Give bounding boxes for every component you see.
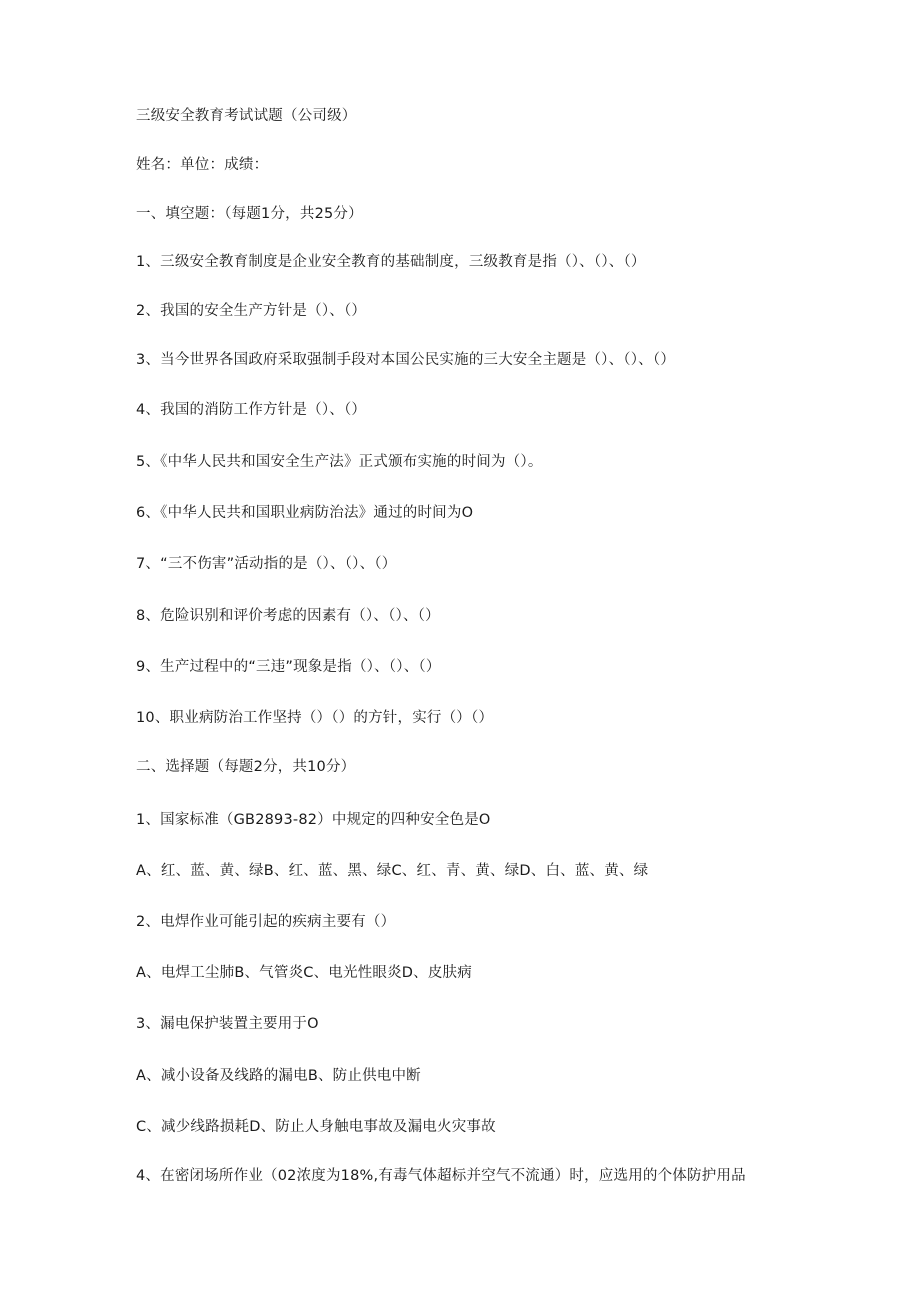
section-heading-fill: 一、填空题：（每题1分，共25分） [136, 206, 363, 222]
fill-question: 3、当今世界各国政府采取强制手段对本国公民实施的三大安全主题是（）、（）、（） [136, 352, 676, 368]
choice-options: A、红、蓝、黄、绿B、红、蓝、黑、绿C、红、青、黄、绿D、白、蓝、黄、绿 [136, 863, 649, 879]
fill-question: 9、生产过程中的“三违”现象是指（）、（）、（） [136, 659, 441, 675]
fill-question: 5、《中华人民共和国安全生产法》正式颁布实施的时间为（）。 [136, 454, 543, 470]
fill-question: 4、我国的消防工作方针是（）、（） [136, 402, 367, 418]
choice-question: 4、在密闭场所作业（02浓度为18%,有毒气体超标并空气不流通）时，应选用的个体防护用品 [136, 1168, 746, 1184]
fill-question: 7、“三不伤害”活动指的是（）、（）、（） [136, 556, 397, 572]
section-heading-choice: 二、选择题（每题2分，共10分） [136, 759, 356, 775]
choice-options: C、减少线路损耗D、防止人身触电事故及漏电火灾事故 [136, 1119, 496, 1135]
choice-question: 3、漏电保护装置主要用于O [136, 1016, 319, 1032]
choice-options: A、电焊工尘肺B、气管炎C、电光性眼炎D、皮肤病 [136, 965, 472, 981]
choice-question: 1、国家标准（GB2893-82）中规定的四种安全色是O [136, 812, 491, 828]
fill-question: 1、三级安全教育制度是企业安全教育的基础制度，三级教育是指（）、（）、（） [136, 254, 646, 270]
choice-question: 2、电焊作业可能引起的疾病主要有（） [136, 914, 396, 930]
fill-question: 8、危险识别和评价考虑的因素有（）、（）、（） [136, 608, 440, 624]
info-line: 姓名：单位：成绩： [136, 157, 269, 173]
fill-question: 10、职业病防治工作坚持（）（）的方针，实行（）（） [136, 710, 494, 726]
choice-options: A、减小设备及线路的漏电B、防止供电中断 [136, 1068, 421, 1084]
fill-question: 2、我国的安全生产方针是（）、（） [136, 303, 367, 319]
fill-question: 6、《中华人民共和国职业病防治法》通过的时间为O [136, 505, 474, 521]
document-title: 三级安全教育考试试题（公司级） [136, 108, 357, 124]
